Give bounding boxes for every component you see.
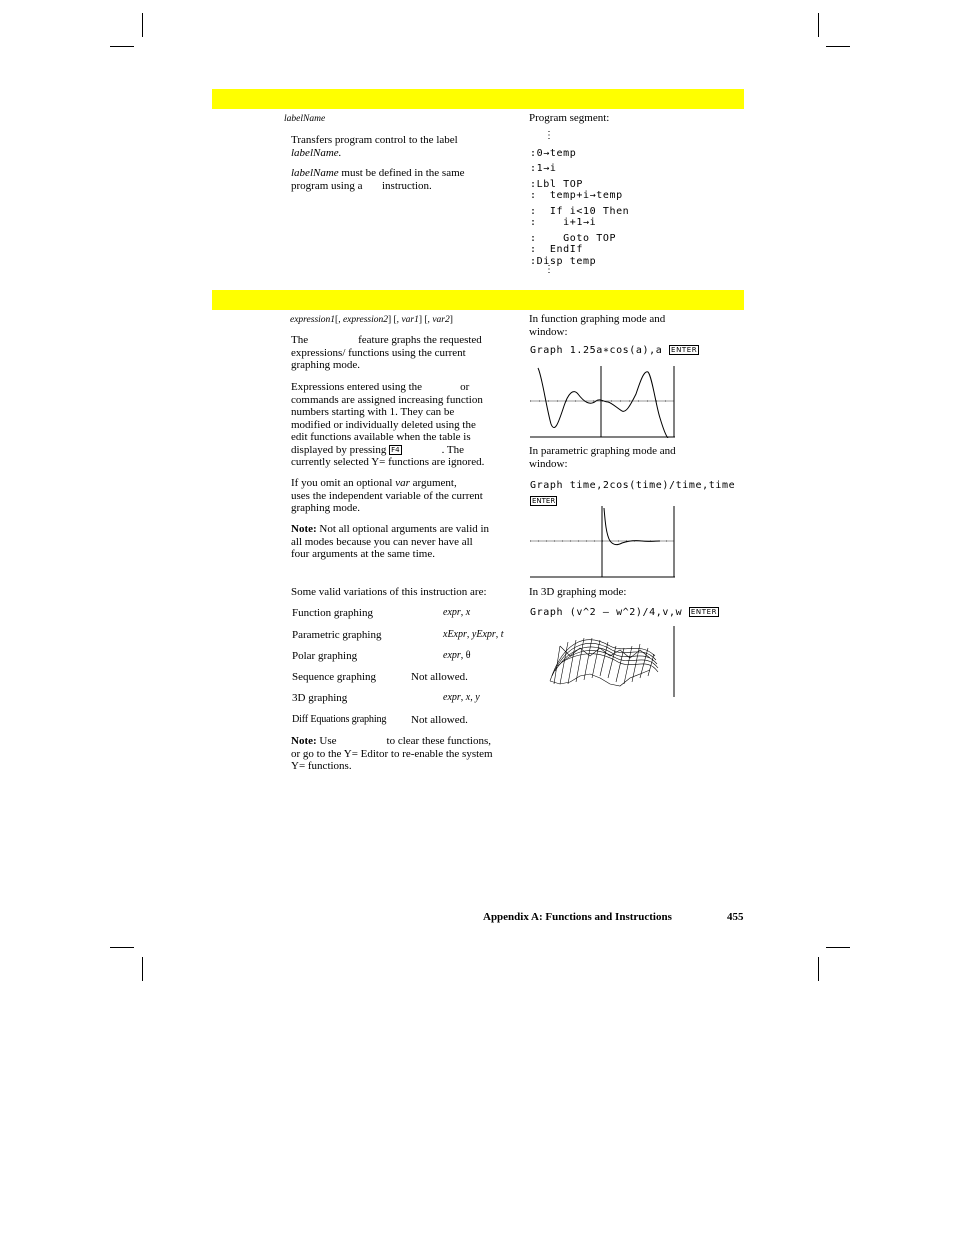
syntax-sep: [, (335, 315, 343, 325)
arg: xExpr (443, 629, 467, 640)
arg: expr (443, 607, 461, 618)
example-1-code (530, 345, 699, 357)
goto-header-bar (212, 89, 744, 109)
graph-note-2 (291, 735, 526, 773)
variation-args (443, 607, 470, 620)
crop-mark (142, 957, 143, 981)
text: argument, (412, 477, 457, 489)
text: In parametric graphing mode and (529, 445, 676, 457)
graph-header-bar (212, 290, 744, 310)
crop-mark (818, 13, 819, 37)
example-2-title (529, 445, 676, 470)
ellipsis-bottom: ⋮ (544, 264, 554, 275)
goto-code-line: :1→i (530, 163, 557, 174)
text: graphing mode. (291, 359, 361, 371)
goto-desc-line: instruction. (381, 179, 432, 192)
page-number: 455 (727, 911, 744, 923)
text: feature graphs the requested (358, 334, 482, 346)
variation-args (443, 650, 471, 663)
variation-mode: Diff Equations graphing (292, 714, 387, 725)
sep: , (470, 692, 476, 703)
text: Use (316, 735, 337, 747)
arg: expr (443, 692, 461, 703)
syntax-arg: var1 (401, 315, 419, 325)
text: currently selected Y= functions are ignored. (291, 456, 485, 468)
variation-args (443, 629, 504, 642)
example-1-title (529, 313, 665, 338)
syntax-arg: expression1 (290, 315, 336, 325)
enter-key: ENTER (671, 346, 698, 354)
crop-mark (818, 957, 819, 981)
graph-desc-3 (291, 477, 526, 515)
variation-mode: Polar graphing (292, 650, 358, 662)
goto-description-1 (291, 134, 458, 159)
goto-code-line: : If i<10 Then (530, 206, 630, 217)
crop-mark (110, 46, 134, 47)
text: uses the independent variable of the current (291, 489, 483, 502)
goto-desc-line: must be defined in the same (338, 167, 465, 179)
note-label: Note: (291, 735, 317, 747)
example-3-code (530, 607, 719, 619)
variations-intro: Some valid variations of this instruction are: (291, 586, 487, 598)
text: to clear these functions, (386, 735, 491, 747)
sep: , (495, 629, 501, 640)
variation-args (443, 692, 480, 705)
text: commands are assigned increasing function (291, 393, 483, 406)
text: window: (529, 457, 568, 470)
text: or (460, 381, 470, 393)
goto-syntax: labelName (284, 114, 326, 124)
3d-graph-screen (530, 626, 676, 698)
syntax-sep: ] (449, 315, 453, 325)
variation-mode: Parametric graphing (292, 629, 382, 641)
text: edit functions available when the table is (291, 431, 471, 443)
variation-args: Not allowed. (411, 714, 468, 726)
arg: x (465, 607, 471, 618)
text: four arguments at the same time. (291, 548, 435, 560)
footer-title: Appendix A: Functions and Instructions (483, 911, 672, 923)
syntax-arg: expression2 (342, 315, 388, 325)
sep: , (460, 607, 466, 618)
goto-code-line: : EndIf (530, 244, 583, 255)
enter-key: ENTER (532, 497, 556, 506)
goto-code-line: :Lbl TOP (530, 179, 583, 190)
text: Y= functions. (291, 760, 352, 772)
syntax-sep: ] [, (418, 315, 433, 325)
goto-description-2 (291, 167, 465, 192)
graph-desc-1 (291, 334, 526, 372)
goto-code-line: : temp+i→temp (530, 190, 623, 201)
ellipsis-top: ⋮ (544, 130, 554, 141)
code: Graph 1.25a∗cos(a),a (530, 345, 663, 356)
goto-desc-label: labelName (291, 167, 339, 179)
arg: yExpr (471, 629, 496, 640)
text: var (395, 477, 410, 489)
goto-code-line: : i+1→i (530, 217, 597, 228)
syntax-sep: ] [, (387, 315, 402, 325)
text: expressions/ functions using the current (291, 346, 466, 359)
arg: y (475, 692, 480, 703)
goto-desc-label: labelName. (291, 146, 342, 159)
variation-args: Not allowed. (411, 671, 468, 683)
arg: x (465, 692, 471, 703)
code: Graph (v^2 – w^2)/4,v,w (530, 607, 683, 618)
crop-mark (826, 46, 850, 47)
note-label: Note: (291, 523, 317, 535)
text: numbers starting with 1. They can be (291, 406, 455, 418)
arg: expr (443, 650, 461, 661)
text: The (291, 334, 309, 346)
goto-desc-line: Transfers program control to the label (291, 134, 458, 146)
enter-key: ENTER (690, 608, 718, 616)
example-2-code: Graph time,2cos(time)/time,time (530, 480, 736, 491)
text: In function graphing mode and (529, 313, 666, 325)
arg: t (500, 629, 504, 640)
goto-code-line: :0→temp (530, 148, 577, 159)
example-3-title: In 3D graphing mode: (529, 586, 627, 598)
graph-syntax (290, 314, 453, 327)
crop-mark (826, 947, 850, 948)
f4-key: F4 (391, 445, 400, 454)
parametric-graph-screen (530, 506, 675, 578)
goto-code-line: :Disp temp (530, 256, 597, 267)
text: Not all optional arguments are valid in (316, 523, 490, 535)
text: Expressions entered using the (291, 381, 423, 393)
goto-code-line: : Goto TOP (530, 233, 617, 244)
sep: , (460, 692, 466, 703)
text: displayed by pressing (291, 443, 387, 456)
syntax-arg: var2 (432, 315, 450, 325)
text: modified or individually deleted using the (291, 418, 476, 431)
text: . The (441, 443, 464, 456)
text: If you omit an optional (291, 477, 393, 489)
variation-mode: Function graphing (292, 607, 373, 619)
variation-mode: 3D graphing (292, 692, 348, 704)
text: window: (529, 325, 568, 338)
goto-desc-line: program using a (291, 179, 363, 192)
sep: , (466, 629, 472, 640)
text: all modes because you can never have all (291, 535, 473, 548)
goto-example-title: Program segment: (529, 112, 610, 124)
crop-mark (142, 13, 143, 37)
sep: , θ (460, 650, 471, 661)
variation-mode: Sequence graphing (292, 671, 376, 683)
text: or go to the Y= Editor to re-enable the system (291, 747, 493, 760)
crop-mark (110, 947, 134, 948)
graph-note-1 (291, 523, 526, 561)
text: graphing mode. (291, 502, 361, 514)
function-graph-screen (530, 366, 675, 438)
graph-desc-2 (291, 381, 526, 469)
